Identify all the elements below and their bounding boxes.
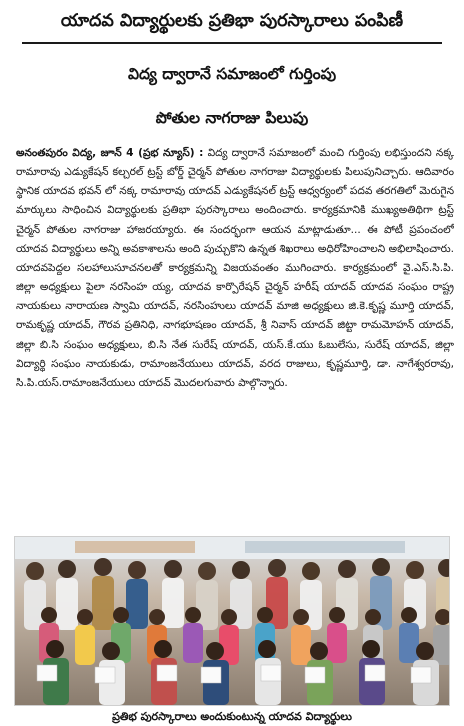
photo-caption: ప్రతిభ పురస్కారాలు అందుకుంటున్న యాదవ విద్యార్థులు [112,710,352,723]
group-photo-image [15,537,450,705]
article-body [16,144,454,528]
article-dateline: అనంతపురం విద్య, జూన్ 4 (ప్రభ న్యూస్) : [16,147,204,159]
headline-sub1: విద్య ద్వారానే సమాజంలో గుర్తింపు [127,65,337,83]
headline-divider [22,42,442,44]
headline-main: యాదవ విద్యార్థులకు ప్రతిభా పురస్కారాలు పంపిణీ [60,11,404,31]
headline-sub2: పోతుల నాగరాజు పిలుపు [155,109,309,127]
group-photo [14,536,450,706]
article-text: విద్య ద్వారానే సమాజంలో మంచి గుర్తింపు లభిస్తుందని నక్క రామారావు ఎడ్యుకేషన్ కల్చరల్ ట్రస్ట్ బోర్డ్ చైర్మన్ పోతుల నాగరాజు విద్యార్థులకు పిలుపునిచ్చారు. ఆదివారం స్థానిక యాదవ భవన్ లో నక్క రామారావు యాదవ్ ఎడ్యుకేషనల్ ట్రస్ట్ ఆధ్వర్యంలో పదవ తరగతిలో మెరుగైన మార్కులు సాధించిన విద్యార్థులకు ప్రతిభా పురస్కారాలు అందించారు. కార్యక్రమానికి ముఖ్యఅతిథిగా ట్రస్ట్ చైర్మన్ పోతుల నాగరాజు హాజరయ్యారు. ఈ సందర్భంగా ఆయన మాట్లాడుతూ... ఈ పోటీ ప్రపంచంలో యాదవ విద్యార్థులు అన్ని అవకాశాలను అంది పుచ్చుకొని ఉన్నత శిఖరాలు అధిరోహించాలని అభిలాషించారు. యాదవపెద్దల సలహాలుసూచనలతో కార్యక్రమన్ని విజయవంతం ముగించారు. కార్యక్రమంలో వై.ఎస్.సి.పి. జిల్లా అధ్యక్షులు పైలా నరసింహ య్య, యాదవ కార్పొరేషన్ చైర్మన్ హరీష్ యాదవ్ యాదవ సంఘం రాష్ట్ర నాయకులు నారాయణ స్వామి యాదవ్, నరసింహులు యాదవ్ మాజి అధ్యక్షులు జి.కె.కృష్ణ మూర్తి యాదవ్, రామకృష్ణ యాదవ్, గౌరవ ప్రతినిధి, నాగభూషణం యాదవ్, శ్రీ నివాస్ యాదవ్ జిట్టా రామమోహన్ యాదవ్, జిల్లా బి.సి సంఘం అధ్యక్షులు, బి.సి నేత సురేష్ యాదవ్, యస్.కే.యు ఓబులేసు, సురేష్ యాదవ్, జిల్లా విద్యార్థి సంఘం నాయకుడు, రామాంజనేయులు యాదవ్, వరద రాజులు, కృష్ణమూర్తి, డా. నాగేశ్వరరావు, సి.పి.యస్.రామాంజనేయులు యాదవ్ మొదలగువారు పాల్గొన్నారు. [16,147,454,389]
